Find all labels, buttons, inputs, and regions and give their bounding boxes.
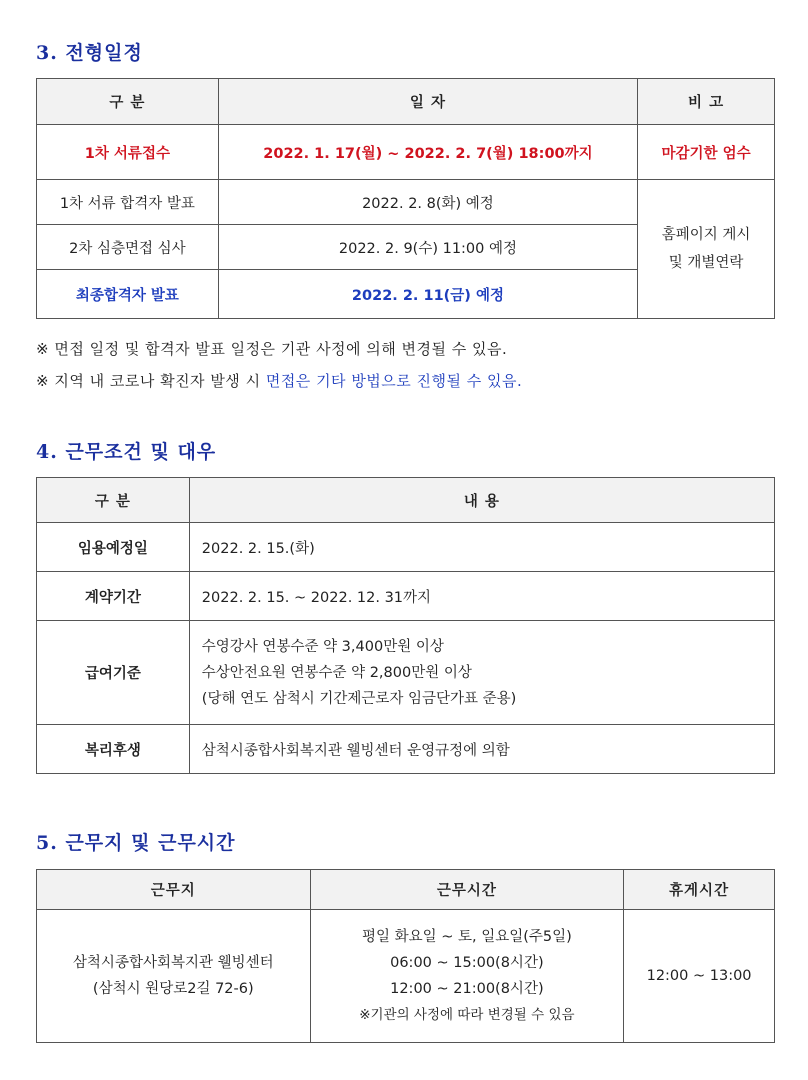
conditions-row-content — [189, 621, 774, 725]
hours-line: 06:00 ~ 15:00(8시간) — [390, 955, 544, 971]
schedule-row-remark: 마감기한 엄수 — [638, 125, 775, 180]
conditions-header-category: 구 분 — [37, 478, 190, 523]
place-address: (삼척시 원당로2길 72-6) — [92, 981, 254, 997]
salary-line: (당해 연도 삼척시 기간제근로자 임금단가표 준용) — [201, 690, 517, 707]
schedule-row-date: 2022. 2. 9(수) 11:00 예정 — [218, 225, 637, 270]
conditions-row-content: 삼척시종합사회복지관 웰빙센터 운영규정에 의함 — [189, 725, 774, 774]
conditions-row — [37, 572, 775, 621]
section3-title: 3. 전형일정 — [36, 42, 143, 64]
schedule-row-label: 최종합격자 발표 — [37, 270, 219, 319]
conditions-row-label: 복리후생 — [37, 725, 190, 774]
conditions-row-content: 2022. 2. 15. ~ 2022. 12. 31까지 — [189, 572, 774, 621]
conditions-row — [37, 621, 775, 725]
section4-title: 4. 근무조건 및 대우 — [36, 441, 217, 463]
schedule-row-date: 2022. 2. 11(금) 예정 — [218, 270, 637, 319]
conditions-header-content: 내 용 — [189, 478, 774, 523]
hours-line: 12:00 ~ 21:00(8시간) — [390, 981, 544, 997]
schedule-row-date: 2022. 2. 8(화) 예정 — [218, 180, 637, 225]
workplace-place — [37, 910, 311, 1043]
schedule-header-row — [37, 79, 775, 125]
conditions-row-content: 2022. 2. 15.(화) — [189, 523, 774, 572]
section5-title: 5. 근무지 및 근무시간 — [36, 832, 236, 854]
workplace-header-break: 휴게시간 — [624, 870, 775, 910]
conditions-row-label: 임용예정일 — [37, 523, 190, 572]
conditions-row — [37, 725, 775, 774]
workplace-header-hours: 근무시간 — [310, 870, 624, 910]
notice-2-prefix: ※ 지역 내 코로나 확진자 발생 시 — [36, 372, 266, 390]
workplace-break: 12:00 ~ 13:00 — [624, 910, 775, 1043]
schedule-header-remark: 비 고 — [638, 79, 775, 125]
workplace-table — [36, 869, 775, 1043]
conditions-header-row — [37, 478, 775, 523]
place-name: 삼척시종합사회복지관 웰빙센터 — [72, 955, 274, 971]
schedule-header-date: 일 자 — [218, 79, 637, 125]
hours-line: 평일 화요일 ~ 토, 일요일(주5일) — [361, 929, 572, 945]
schedule-row-date: 2022. 1. 17(월) ~ 2022. 2. 7(월) 18:00까지 — [218, 125, 637, 180]
conditions-row — [37, 523, 775, 572]
schedule-row — [37, 180, 775, 225]
schedule-merged-remark — [638, 180, 775, 319]
salary-line: 수상안전요원 연봉수준 약 2,800만원 이상 — [201, 664, 472, 681]
schedule-table — [36, 78, 775, 319]
workplace-hours — [310, 910, 624, 1043]
schedule-header-category: 구 분 — [37, 79, 219, 125]
notice-2-highlight: 면접은 기타 방법으로 진행될 수 있음. — [265, 372, 523, 390]
conditions-row-label: 급여기준 — [37, 621, 190, 725]
merged-remark-line2: 및 개별연락 — [668, 255, 744, 271]
conditions-row-label: 계약기간 — [37, 572, 190, 621]
salary-line: 수영강사 연봉수준 약 3,400만원 이상 — [201, 638, 444, 655]
workplace-row — [37, 910, 775, 1043]
conditions-table — [36, 477, 775, 774]
merged-remark-line1: 홈페이지 게시 — [661, 227, 751, 243]
schedule-row-label: 1차 서류 합격자 발표 — [37, 180, 219, 225]
schedule-row-label: 1차 서류접수 — [37, 125, 219, 180]
schedule-notice-1: ※ 면접 일정 및 합격자 발표 일정은 기관 사정에 의해 변경될 수 있음. — [36, 340, 508, 358]
schedule-row-label: 2차 심층면접 심사 — [37, 225, 219, 270]
hours-note: ※기관의 사정에 따라 변경될 수 있음 — [359, 1007, 575, 1023]
workplace-header-row — [37, 870, 775, 910]
workplace-header-place: 근무지 — [37, 870, 311, 910]
schedule-notice-2 — [36, 370, 522, 391]
schedule-row — [37, 125, 775, 180]
